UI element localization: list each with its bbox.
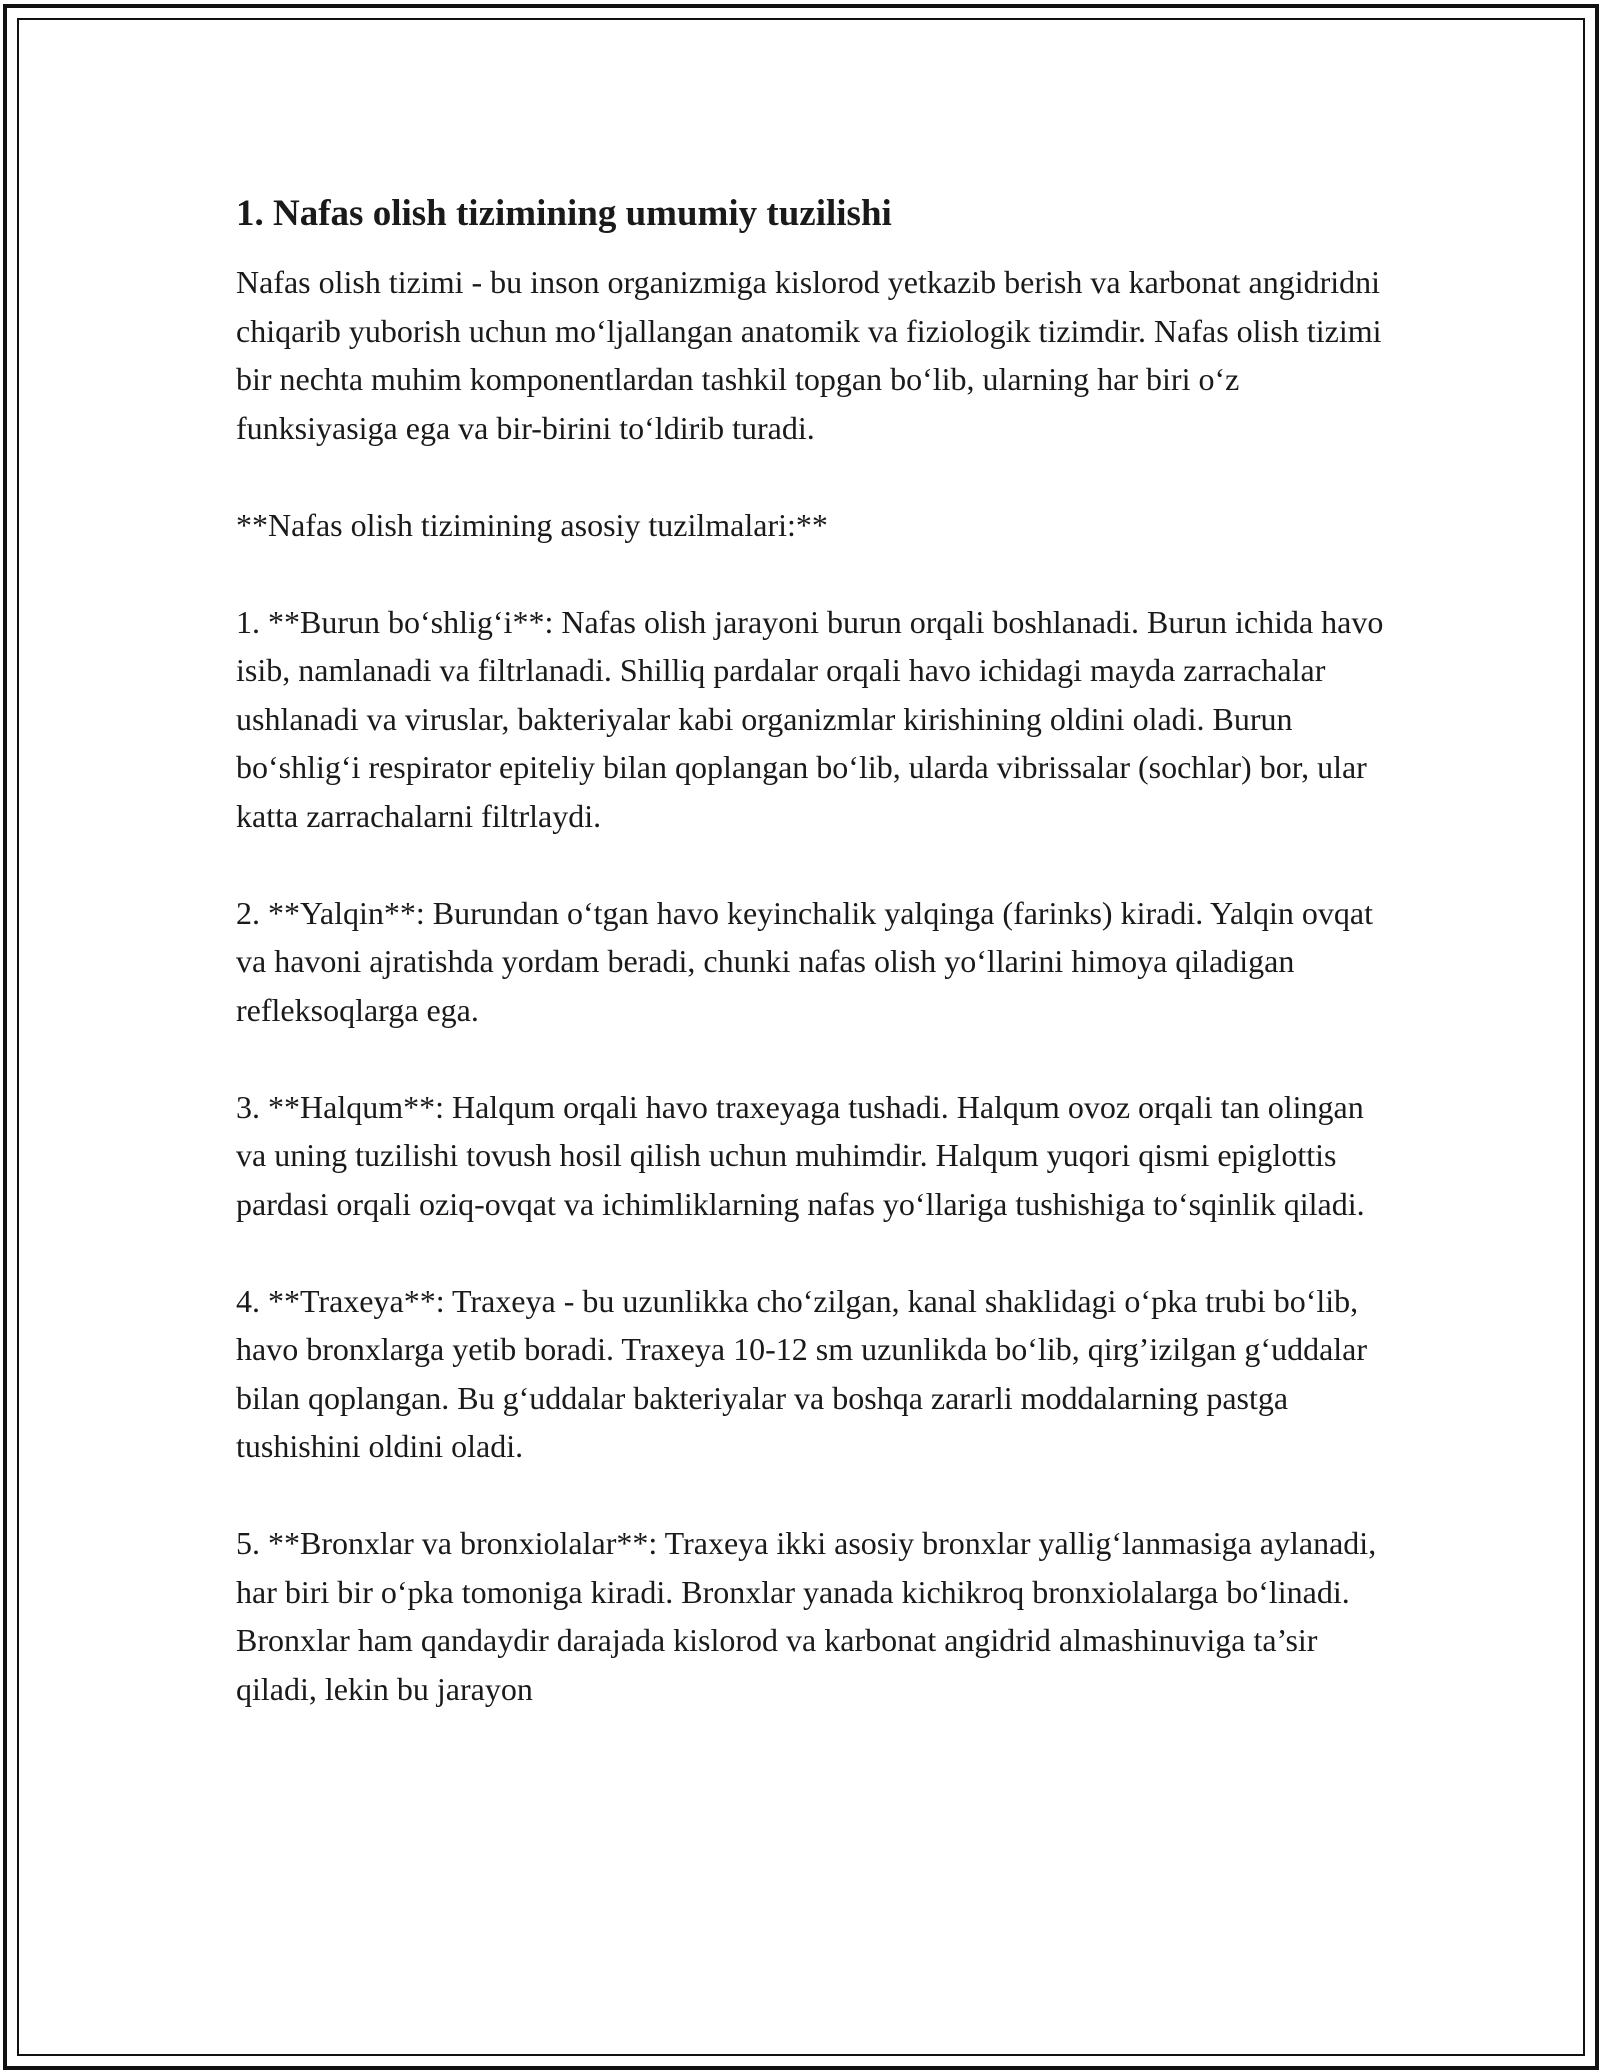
list-item-nasal-cavity: 1. **Burun bo‘shlig‘i**: Nafas olish jarayoni burun orqali boshlanadi. Burun ichida havo isib, namlanadi va filtrlanadi. Shilliq pardalar orqali havo ichidagi mayda zarrachalar ushlanadi va viruslar, bakteriyalar kabi organizmlar kirishining oldini oladi. Burun bo‘shlig‘i respirator epiteliy bilan qoplangan bo‘lib, ularda vibrissalar (sochlar) bor, ular katta zarrachalarni filtrlaydi. — [236, 603, 1384, 834]
list-item-pharynx: 2. **Yalqin**: Burundan o‘tgan havo keyinchalik yalqinga (farinks) kiradi. Yalqin ovqat va havoni ajratishda yordam beradi, chunki nafas olish yo‘llarini himoya qiladigan refleksoqlarga ega. — [236, 894, 1374, 1028]
structures-heading-paragraph: **Nafas olish tizimining asosiy tuzilmalari:** — [236, 506, 828, 543]
section-title: 1. Nafas olish tizimining umumiy tuzilishi — [236, 193, 892, 234]
list-item-larynx: 3. **Halqum**: Halqum orqali havo traxeyaga tushadi. Halqum ovoz orqali tan olingan va uning tuzilishi tovush hosil qilish uchun muhimdir. Halqum yuqori qismi epiglottis pardasi orqali oziq-ovqat va ichimliklarning nafas yo‘llariga tushishiga to‘sqinlik qiladi. — [236, 1088, 1365, 1222]
intro-paragraph: Nafas olish tizimi - bu inson organizmiga kislorod yetkazib berish va karbonat angidridni chiqarib yuborish uchun mo‘ljallangan anatomik va fiziologik tizimdir. Nafas olish tizimi bir nechta muhim komponentlardan tashkil topgan bo‘lib, ularning har biri o‘z funksiyasiga ega va bir-birini to‘ldirib turadi. — [236, 264, 1382, 446]
list-item-trachea: 4. **Traxeya**: Traxeya - bu uzunlikka cho‘zilgan, kanal shaklidagi o‘pka trubi bo‘lib, havo bronxlarga yetib boradi. Traxeya 10-12 sm uzunlikda bo‘lib, qirg’izilgan g‘uddalar bilan qoplangan. Bu g‘uddalar bakteriyalar va boshqa zararli moddalarning pastga tushishini oldini oladi. — [236, 1282, 1368, 1464]
document-body — [236, 190, 1386, 1762]
list-item-bronchi: 5. **Bronxlar va bronxiolalar**: Traxeya ikki asosiy bronxlar yallig‘lanmasiga aylanadi, har biri bir o‘pka tomoniga kiradi. Bronxlar yanada kichikroq bronxiolalarga bo‘linadi. Bronxlar ham qandaydir darajada kislorod va karbonat angidrid almashinuviga ta’sir qiladi, lekin bu jarayon — [236, 1525, 1377, 1707]
